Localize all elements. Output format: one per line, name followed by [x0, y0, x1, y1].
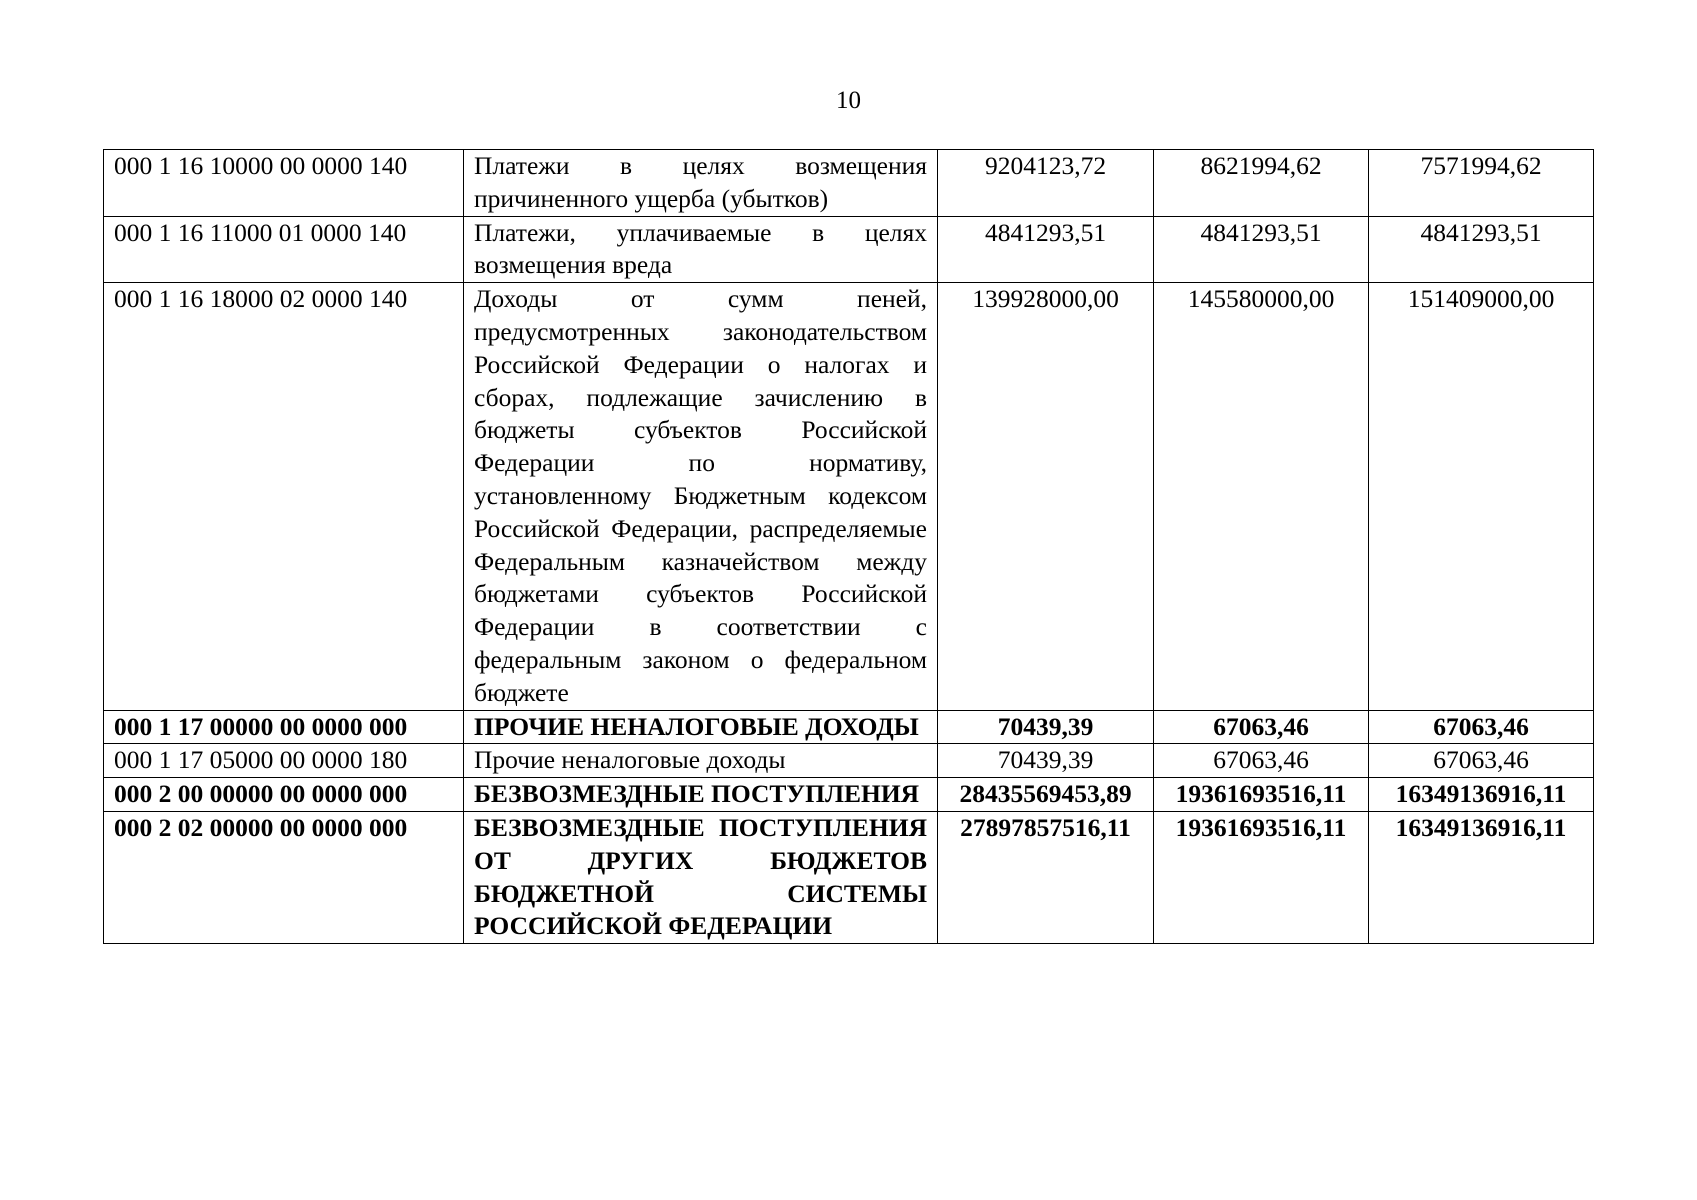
budget-code-cell: 000 1 16 10000 00 0000 140: [104, 150, 464, 217]
revenue-name-cell: Платежи, уплачиваемые в целях возмещения вреда: [464, 216, 938, 283]
amount-year-3-cell: 16349136916,11: [1369, 778, 1594, 812]
amount-year-2-cell: 19361693516,11: [1154, 811, 1369, 943]
amount-year-1-cell: 27897857516,11: [938, 811, 1154, 943]
amount-year-3-cell: 151409000,00: [1369, 283, 1594, 710]
table-row-total: [104, 710, 1594, 744]
table-row: [104, 216, 1594, 283]
amount-year-2-cell: 19361693516,11: [1154, 778, 1369, 812]
budget-code-cell: 000 1 17 00000 00 0000 000: [104, 710, 464, 744]
amount-year-3-cell: 67063,46: [1369, 710, 1594, 744]
amount-year-1-cell: 70439,39: [938, 710, 1154, 744]
amount-year-2-cell: 67063,46: [1154, 710, 1369, 744]
amount-year-2-cell: 67063,46: [1154, 744, 1369, 778]
budget-code-cell: 000 2 02 00000 00 0000 000: [104, 811, 464, 943]
revenue-name-cell: ПРОЧИЕ НЕНАЛОГОВЫЕ ДОХОДЫ: [464, 710, 938, 744]
revenue-name-cell: БЕЗВОЗМЕЗДНЫЕ ПОСТУПЛЕНИЯ ОТ ДРУГИХ БЮДЖЕТОВ БЮДЖЕТНОЙ СИСТЕМЫ РОССИЙСКОЙ ФЕДЕРАЦИИ: [464, 811, 938, 943]
amount-year-3-cell: 4841293,51: [1369, 216, 1594, 283]
amount-year-1-cell: 4841293,51: [938, 216, 1154, 283]
page-number: 10: [836, 87, 861, 114]
amount-year-2-cell: 8621994,62: [1154, 150, 1369, 217]
revenue-name-cell: Платежи в целях возмещения причиненного ущерба (убытков): [464, 150, 938, 217]
amount-year-2-cell: 145580000,00: [1154, 283, 1369, 710]
table-row: [104, 744, 1594, 778]
table-row: [104, 150, 1594, 217]
budget-code-cell: 000 2 00 00000 00 0000 000: [104, 778, 464, 812]
amount-year-1-cell: 139928000,00: [938, 283, 1154, 710]
amount-year-1-cell: 9204123,72: [938, 150, 1154, 217]
table-row-total: [104, 778, 1594, 812]
amount-year-2-cell: 4841293,51: [1154, 216, 1369, 283]
budget-code-cell: 000 1 16 18000 02 0000 140: [104, 283, 464, 710]
budget-revenue-table: [103, 149, 1594, 944]
amount-year-1-cell: 28435569453,89: [938, 778, 1154, 812]
revenue-name-cell: Прочие неналоговые доходы: [464, 744, 938, 778]
amount-year-3-cell: 16349136916,11: [1369, 811, 1594, 943]
revenue-name-cell: БЕЗВОЗМЕЗДНЫЕ ПОСТУПЛЕНИЯ: [464, 778, 938, 812]
amount-year-3-cell: 67063,46: [1369, 744, 1594, 778]
table-row: [104, 283, 1594, 710]
table-row-total: [104, 811, 1594, 943]
budget-code-cell: 000 1 17 05000 00 0000 180: [104, 744, 464, 778]
budget-code-cell: 000 1 16 11000 01 0000 140: [104, 216, 464, 283]
amount-year-3-cell: 7571994,62: [1369, 150, 1594, 217]
revenue-name-cell: Доходы от сумм пеней, предусмотренных законодательством Российской Федерации о налогах и сборах, подлежащие зачислению в бюджеты субъектов Российской Федерации по нормативу, установленному Бюджетным кодексом Российской Федерации, распределяемые Федеральным казначейством между бюджетами субъектов Российской Федерации в соответствии с федеральным законом о федеральном бюджете: [464, 283, 938, 710]
amount-year-1-cell: 70439,39: [938, 744, 1154, 778]
